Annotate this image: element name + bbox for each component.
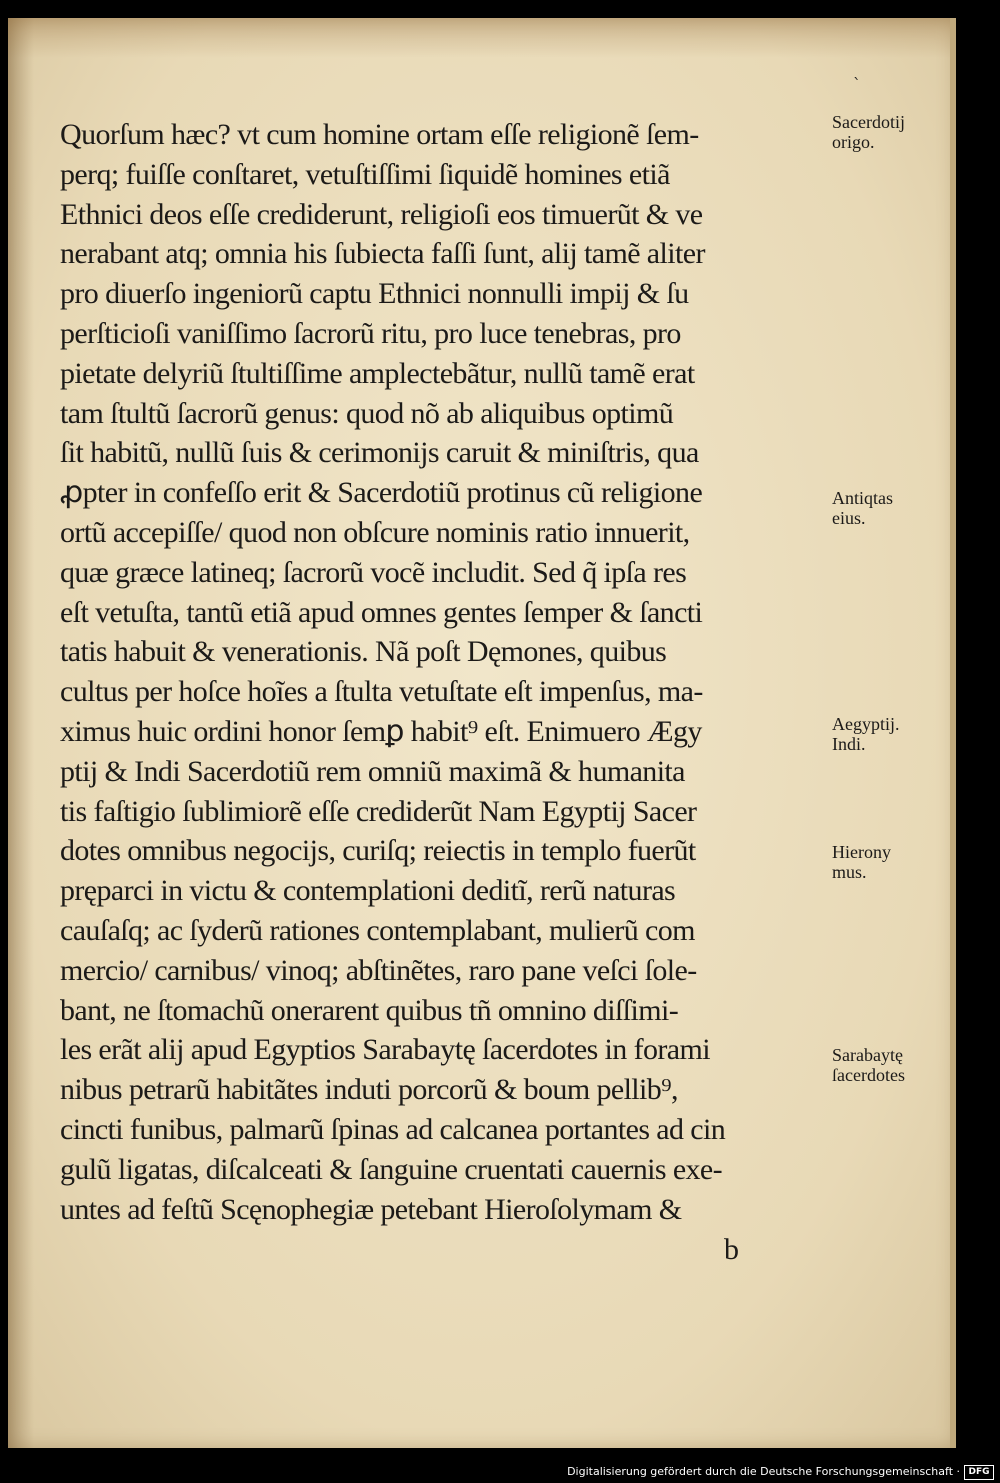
text-line: pro diuerſo ingeniorũ captu Ethnici nonnulli impij & ſu — [60, 277, 689, 311]
ink-mark: ˋ — [853, 75, 861, 94]
page-shadow-left — [8, 18, 34, 1448]
text-line: gulũ ligatas, diſcalceati & ſanguine cruentati cauernis exe- — [60, 1152, 723, 1186]
margin-note-line: eius. — [832, 508, 866, 528]
margin-note-sarabaytae — [832, 1045, 952, 1085]
text-line: eſt vetuſta, tantũ etiã apud omnes gentes ſemper & ſancti — [60, 595, 703, 629]
text-line: ptij & Indi Sacerdotiũ rem omniũ maximã & humanita — [60, 754, 685, 788]
text-line: cultus per hoſce hoĩes a ſtulta vetuſtate eſt impenſus, ma- — [60, 675, 703, 709]
margin-note-line: mus. — [832, 862, 867, 882]
margin-note-line: Sacerdotij — [832, 112, 905, 132]
text-line: ſit habitũ, nullũ ſuis & cerimonijs caruit & miniſtris, qua — [60, 436, 699, 470]
text-line: ortũ accepiſſe/ quod non obſcure nominis ratio innuerit, — [60, 515, 690, 549]
margin-note-aegyptii — [832, 714, 952, 754]
text-line: nibus petrarũ habitãtes induti porcorũ & boum pellib⁹, — [60, 1073, 678, 1107]
text-line: perq; fuiſſe conſtaret, vetuſtiſſimi ſiquidẽ homines etiã — [60, 157, 670, 191]
text-line: quæ græce latineq; ſacrorũ vocẽ includit. Sed q̃ ipſa res — [60, 555, 687, 589]
text-line: pietate delyriũ ſtultiſſime amplectebãtur, nullũ tamẽ erat — [60, 356, 695, 390]
text-line: dotes omnibus negocijs, curiſq; reiectis in templo fuerũt — [60, 834, 696, 868]
margin-note-sacerdotii — [832, 112, 952, 152]
main-text — [60, 115, 828, 1229]
margin-note-line: Antiqtas — [832, 488, 893, 508]
text-line: bant, ne ſtomachũ onerarent quibus tñ omnino diſſimi- — [60, 993, 679, 1027]
margin-note-line: Indi. — [832, 734, 866, 754]
text-line: cauſaſq; ac ſyderũ rationes contemplabant, mulierũ com — [60, 913, 695, 947]
dfg-logo: DFG — [964, 1465, 994, 1480]
text-line: tam ſtultũ ſacrorũ genus: quod nõ ab aliquibus optimũ — [60, 396, 674, 430]
text-line: pręparci in victu & contemplationi deditĩ, rerũ naturas — [60, 874, 676, 908]
signature-mark: b — [724, 1233, 739, 1266]
text-line: Quorſum hæc? vt cum homine ortam eſſe religionẽ ſem- — [60, 118, 699, 151]
margin-note-line: Sarabaytę — [832, 1045, 903, 1065]
page-stain-top — [8, 18, 956, 58]
text-line: tatis habuit & venerationis. Nã poſt Dęmones, quibus — [60, 635, 667, 669]
margin-note-hieronymus — [832, 842, 952, 882]
text-line: tis faſtigio ſublimiorẽ eſſe crediderũt Nam Egyptij Sacer — [60, 794, 697, 828]
margin-note-antiquitas — [832, 488, 952, 528]
margin-note-line: Hierony — [832, 842, 891, 862]
text-line: mercio/ carnibus/ vinoq; abſtinẽtes, raro pane veſci ſole- — [60, 953, 697, 987]
margin-note-line: Aegyptij. — [832, 714, 900, 734]
text-line: ximus huic ordini honor ſemꝑ habit⁹ eſt. Enimuero Ægy — [60, 714, 702, 748]
text-line: Ethnici deos eſſe crediderunt, religioſi eos timuerũt & ve — [60, 197, 703, 231]
text-line: ꝓpter in confeſſo erit & Sacerdotiũ protinus cũ religione — [60, 476, 703, 510]
text-line: nerabant atq; omnia his ſubiecta faſſi ſunt, alij tamẽ aliter — [60, 237, 705, 271]
margin-note-line: ſacerdotes — [832, 1065, 905, 1085]
text-line: perſticioſi vaniſſimo ſacrorũ ritu, pro luce tenebras, pro — [60, 316, 681, 350]
text-line: les erãt alij apud Egyptios Sarabaytę ſacerdotes in forami — [60, 1033, 710, 1067]
margin-note-line: origo. — [832, 132, 875, 152]
text-line: cincti funibus, palmarũ ſpinas ad calcanea portantes ad cin — [60, 1112, 726, 1146]
text-line: untes ad feſtũ Scęnophegiæ petebant Hieroſolymam & — [60, 1192, 682, 1226]
digitization-credit: Digitalisierung gefördert durch die Deutsche Forschungsgemeinschaft · — [567, 1465, 960, 1478]
